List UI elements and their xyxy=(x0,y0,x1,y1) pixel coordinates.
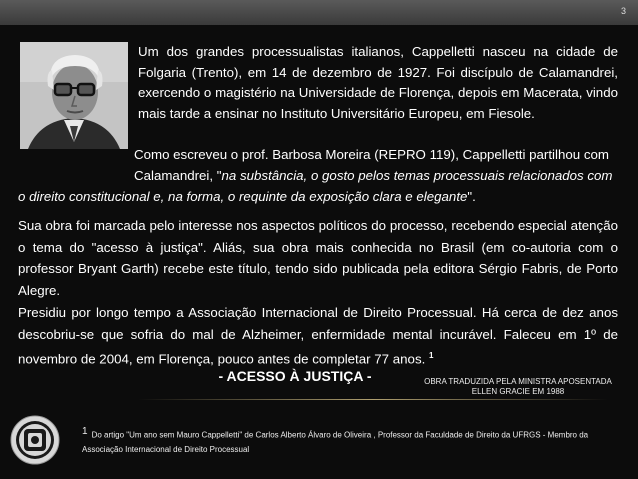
footnote-text: Do artigo "Um ano sem Mauro Cappelletti" de Carlos Alberto Álvaro de Oliveira , Professor da Faculdade de Direito da UFRGS - Membro da Associação Internacional de Direito Processual xyxy=(82,430,589,454)
portrait-photo xyxy=(20,42,128,149)
page-number: 3 xyxy=(620,6,626,16)
institution-seal-icon xyxy=(8,400,62,466)
footnote xyxy=(82,425,618,457)
quote-italic-part-b: o direito constitucional e, na forma, o requinte da exposição clara e elegante xyxy=(18,189,468,204)
book-title: - ACESSO À JUSTIÇA - xyxy=(218,368,372,384)
quote-end: ". xyxy=(467,189,476,204)
footnote-number: 1 xyxy=(82,426,88,437)
quote-line-2 xyxy=(18,165,618,186)
intro-paragraph: Um dos grandes processualistas italianos, Cappelletti nasceu na cidade de Folgaria (Trento), em 14 de dezembro de 1927. Foi discípulo de Calamandrei, exercendo o magistério na Universidade de Florença, depois em Macerata, vindo mais tarde a ensinar no Instituto Universitário Europeu, em Fiesole. xyxy=(138,44,618,121)
translation-credit: OBRA TRADUZIDA PELA MINISTRA APOSENTADA ELLEN GRACIE EM 1988 xyxy=(424,377,612,396)
divider xyxy=(138,399,608,400)
footnote-marker: 1 xyxy=(429,351,434,361)
quote-italic-part-a: na substância, o gosto pelos temas processuais relacionados com xyxy=(221,168,613,183)
quote-line-1: Como escreveu o prof. Barbosa Moreira (REPRO 119), Cappelletti partilhou com xyxy=(134,147,609,162)
top-bar xyxy=(0,0,638,25)
body-paragraph-1: Sua obra foi marcada pelo interesse nos aspectos políticos do processo, recebendo especial atenção o tema do "acesso à justiça". Aliás, sua obra mais conhecida no Brasil (em co-autoria com o professor Bryant Garth) recebe este título, tendo sido publicada pela editora Sérgio Fabris, de Porto Alegre. xyxy=(18,218,618,299)
body-text xyxy=(18,215,618,370)
body-paragraph-2: Presidiu por longo tempo a Associação Internacional de Direito Processual. Há cerca de dez anos descobriu-se que sofria do mal de Alzheimer, enfermidade mental incurável. Faleceu em 1º de novembro de 2004, em Florença, pouco antes de completar 77 anos. xyxy=(18,304,618,367)
quote-paragraph xyxy=(18,144,618,207)
quote-lead: Calamandrei, " xyxy=(134,168,222,183)
portrait-photo-image xyxy=(20,42,128,149)
